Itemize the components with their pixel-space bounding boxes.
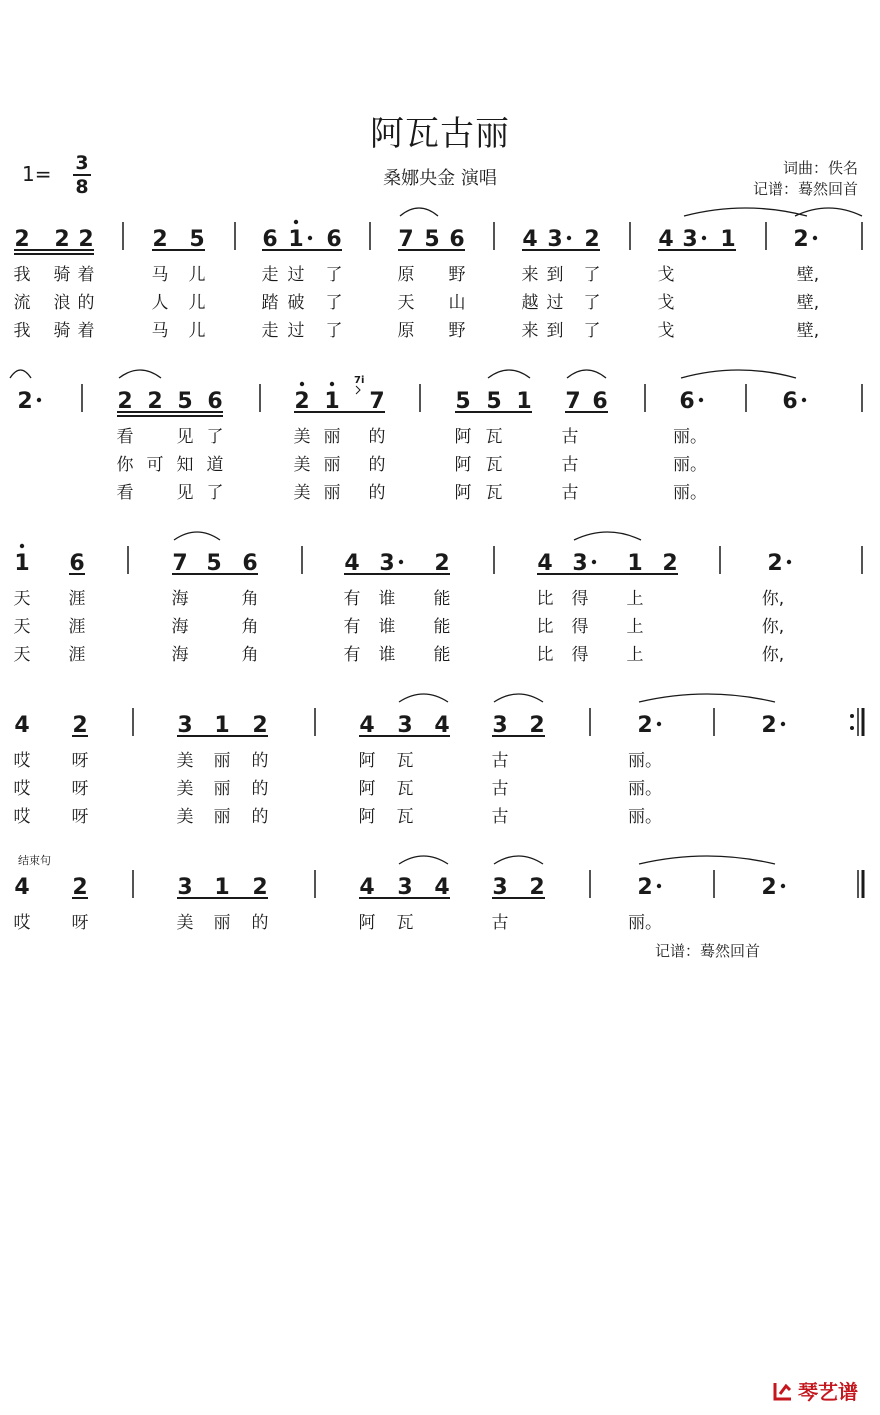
augmentation-dot	[399, 560, 403, 564]
lyric-2-2-3: 角	[241, 645, 259, 665]
note-1-3: 5	[177, 389, 193, 414]
note-1-11: 7	[565, 389, 581, 414]
lyric-0-2-2: 着	[77, 321, 95, 341]
lyric-0-1-11: 过	[546, 293, 564, 313]
lyric-1-0-0: 看	[116, 427, 134, 447]
lyric-0-1-7: 了	[325, 293, 343, 313]
note-0-1: 2	[54, 227, 70, 252]
lyric-2-1-0: 天	[13, 617, 31, 637]
note-3-11: 2	[761, 713, 777, 738]
lyric-0-1-3: 人	[151, 293, 169, 313]
repeat-dot	[850, 714, 854, 718]
note-1-8: 5	[455, 389, 471, 414]
site-logo	[772, 1376, 858, 1405]
lyric-0-1-10: 越	[521, 293, 539, 313]
slur	[399, 856, 448, 864]
lyric-1-1-4: 美	[293, 455, 311, 475]
lyric-1-2-6: 阿	[454, 483, 472, 503]
note-1-7: 7	[369, 389, 385, 414]
lyric-3-1-6: 瓦	[396, 779, 414, 799]
lyric-1-1-10: 丽。	[673, 455, 707, 475]
lyric-4-0-2: 美	[176, 913, 194, 933]
lyric-0-0-10: 来	[521, 265, 539, 285]
note-2-9: 3	[572, 551, 588, 576]
lyric-3-1-2: 美	[176, 779, 194, 799]
lyric-1-0-8: 古	[561, 427, 579, 447]
lyric-1-1-8: 瓦	[485, 455, 503, 475]
lyric-3-1-4: 的	[251, 779, 269, 799]
slur	[399, 694, 448, 702]
lyric-3-0-4: 的	[251, 751, 269, 771]
lyric-0-1-1: 浪	[53, 293, 71, 313]
song-title: 阿瓦古丽	[370, 114, 510, 154]
slur	[10, 370, 31, 378]
lyric-0-0-9: 野	[448, 265, 466, 285]
lyric-0-0-6: 过	[287, 265, 305, 285]
augmentation-dot	[787, 560, 791, 564]
repeat-dot	[850, 726, 854, 730]
lyric-0-2-1: 骑	[53, 321, 71, 341]
lyric-3-1-5: 阿	[358, 779, 376, 799]
lyric-4-0-0: 哎	[13, 913, 31, 933]
lyric-0-2-5: 走	[261, 321, 279, 341]
lyric-0-2-13: 戈	[657, 321, 675, 341]
note-0-14: 4	[658, 227, 674, 252]
lyric-4-0-6: 瓦	[396, 913, 414, 933]
slur	[795, 208, 862, 216]
octave-dot-high	[300, 382, 304, 386]
note-0-4: 5	[189, 227, 205, 252]
lyric-0-0-3: 马	[151, 265, 169, 285]
lyric-3-2-0: 哎	[13, 807, 31, 827]
lyric-0-2-7: 了	[325, 321, 343, 341]
lyric-0-2-8: 原	[397, 321, 415, 341]
lyric-3-1-3: 丽	[213, 779, 231, 799]
lyric-1-0-2: 了	[206, 427, 224, 447]
lyric-2-1-4: 有	[343, 617, 361, 637]
augmentation-dot	[592, 560, 596, 564]
lyric-1-0-7: 瓦	[485, 427, 503, 447]
lyric-0-2-4: 儿	[188, 321, 206, 341]
augmentation-dot	[37, 398, 41, 402]
note-3-0: 4	[14, 713, 30, 738]
lyric-1-1-6: 的	[368, 455, 386, 475]
note-1-0: 2	[17, 389, 33, 414]
note-4-1: 2	[72, 875, 88, 900]
slur	[567, 370, 606, 378]
lyric-0-0-1: 骑	[53, 265, 71, 285]
lyric-3-0-6: 瓦	[396, 751, 414, 771]
lyric-3-0-8: 丽。	[628, 751, 662, 771]
note-2-12: 2	[767, 551, 783, 576]
note-2-6: 3	[379, 551, 395, 576]
slur	[400, 208, 438, 216]
lyric-1-2-8: 古	[561, 483, 579, 503]
note-4-3: 1	[214, 875, 230, 900]
slur	[681, 370, 796, 378]
lyric-1-2-3: 美	[293, 483, 311, 503]
lyric-0-2-12: 了	[583, 321, 601, 341]
lyric-0-1-2: 的	[77, 293, 95, 313]
slur	[494, 694, 543, 702]
augmentation-dot	[802, 398, 806, 402]
lyric-2-2-1: 涯	[68, 645, 86, 665]
lyric-1-0-6: 阿	[454, 427, 472, 447]
note-4-8: 3	[492, 875, 508, 900]
lyric-1-1-1: 可	[146, 455, 164, 475]
lyric-2-0-6: 能	[433, 589, 451, 609]
lyric-1-1-5: 丽	[323, 455, 341, 475]
lyric-1-0-1: 见	[176, 427, 194, 447]
lyric-4-0-8: 丽。	[628, 913, 662, 933]
note-3-4: 2	[252, 713, 268, 738]
time-signature-bottom: 8	[75, 176, 89, 198]
note-3-3: 1	[214, 713, 230, 738]
lyric-3-1-1: 呀	[71, 779, 89, 799]
lyric-0-0-12: 了	[583, 265, 601, 285]
slur	[574, 532, 641, 540]
lyric-1-2-2: 了	[206, 483, 224, 503]
ending-label: 结束句	[18, 854, 51, 867]
augmentation-dot	[657, 722, 661, 726]
lyric-2-2-9: 上	[626, 645, 644, 665]
note-1-10: 1	[516, 389, 532, 414]
lyric-0-2-0: 我	[13, 321, 31, 341]
note-0-15: 3	[682, 227, 698, 252]
slur	[684, 208, 807, 216]
lyric-2-2-10: 你,	[761, 645, 785, 665]
note-2-8: 4	[537, 551, 553, 576]
lyric-0-0-0: 我	[13, 265, 31, 285]
lyric-0-0-14: 壁,	[796, 265, 820, 285]
lyric-3-0-3: 丽	[213, 751, 231, 771]
note-0-8: 7	[398, 227, 414, 252]
note-1-14: 6	[782, 389, 798, 414]
note-0-5: 6	[262, 227, 278, 252]
slur	[119, 370, 161, 378]
lyric-2-2-4: 有	[343, 645, 361, 665]
note-1-5: 2	[294, 389, 310, 414]
lyrics-layer	[14, 265, 820, 933]
lyric-3-1-8: 丽。	[628, 779, 662, 799]
note-0-3: 2	[152, 227, 168, 252]
note-1-13: 6	[679, 389, 695, 414]
augmentation-dot	[702, 236, 706, 240]
lyric-0-0-4: 儿	[188, 265, 206, 285]
lyric-1-0-3: 美	[293, 427, 311, 447]
lyric-2-1-9: 上	[626, 617, 644, 637]
lyric-3-1-0: 哎	[13, 779, 31, 799]
lyric-0-2-10: 来	[521, 321, 539, 341]
lyric-1-1-3: 道	[206, 455, 224, 475]
note-1-4: 6	[207, 389, 223, 414]
lyric-2-2-7: 比	[536, 645, 554, 665]
augmentation-dot	[308, 236, 312, 240]
lyric-2-0-10: 你,	[761, 589, 785, 609]
lyric-0-0-13: 戈	[657, 265, 675, 285]
lyric-3-2-2: 美	[176, 807, 194, 827]
lyric-2-1-3: 角	[241, 617, 259, 637]
note-4-4: 2	[252, 875, 268, 900]
octave-dot-high	[20, 544, 24, 548]
lyric-0-1-12: 了	[583, 293, 601, 313]
lyric-1-1-2: 知	[176, 455, 194, 475]
lyric-3-2-4: 的	[251, 807, 269, 827]
note-0-11: 4	[522, 227, 538, 252]
note-2-10: 1	[627, 551, 643, 576]
lyric-2-0-4: 有	[343, 589, 361, 609]
note-2-0: 1	[14, 551, 30, 576]
note-4-5: 4	[359, 875, 375, 900]
lyric-1-2-7: 瓦	[485, 483, 503, 503]
note-0-9: 5	[424, 227, 440, 252]
lyric-2-2-8: 得	[571, 645, 589, 665]
lyric-1-1-0: 你	[116, 455, 134, 475]
lyric-4-0-3: 丽	[213, 913, 231, 933]
lyric-0-0-11: 到	[546, 265, 564, 285]
slur	[174, 532, 220, 540]
lyric-0-2-11: 到	[546, 321, 564, 341]
lyric-3-2-8: 丽。	[628, 807, 662, 827]
note-3-5: 4	[359, 713, 375, 738]
slur	[639, 694, 775, 702]
note-0-2: 2	[78, 227, 94, 252]
note-2-2: 7	[172, 551, 188, 576]
note-3-2: 3	[177, 713, 193, 738]
lyric-0-1-4: 儿	[188, 293, 206, 313]
note-3-8: 3	[492, 713, 508, 738]
lyric-1-1-7: 阿	[454, 455, 472, 475]
lyric-1-0-5: 的	[368, 427, 386, 447]
lyric-0-1-0: 流	[13, 293, 31, 313]
note-0-13: 2	[584, 227, 600, 252]
note-0-6: 1	[288, 227, 304, 252]
lyric-2-0-9: 上	[626, 589, 644, 609]
lyric-3-0-5: 阿	[358, 751, 376, 771]
lyric-2-1-6: 能	[433, 617, 451, 637]
note-2-3: 5	[206, 551, 222, 576]
grace-hook	[356, 386, 360, 394]
lyric-0-1-8: 天	[397, 293, 415, 313]
lyric-4-0-7: 古	[491, 913, 509, 933]
augmentation-dot	[567, 236, 571, 240]
lyric-0-2-6: 过	[287, 321, 305, 341]
note-3-10: 2	[637, 713, 653, 738]
note-1-1: 2	[117, 389, 133, 414]
lyric-2-1-8: 得	[571, 617, 589, 637]
lyric-0-0-7: 了	[325, 265, 343, 285]
lyric-3-2-7: 古	[491, 807, 509, 827]
lyric-2-1-7: 比	[536, 617, 554, 637]
lyric-0-0-8: 原	[397, 265, 415, 285]
note-0-7: 6	[326, 227, 342, 252]
lyric-2-2-2: 海	[171, 645, 189, 665]
note-4-2: 3	[177, 875, 193, 900]
augmentation-dot	[813, 236, 817, 240]
footer-note: 记谱：蓦然回首	[655, 942, 761, 960]
credits-notation: 记谱：蓦然回首	[752, 180, 858, 198]
slur	[494, 856, 543, 864]
lyric-0-2-14: 壁,	[796, 321, 820, 341]
note-4-10: 2	[637, 875, 653, 900]
note-1-12: 6	[592, 389, 608, 414]
lyric-0-1-5: 踏	[261, 293, 279, 313]
slur	[639, 856, 775, 864]
note-1-2: 2	[147, 389, 163, 414]
note-3-6: 3	[397, 713, 413, 738]
note-2-1: 6	[69, 551, 85, 576]
augmentation-dot	[781, 884, 785, 888]
augmentation-dot	[657, 884, 661, 888]
augmentation-dot	[781, 722, 785, 726]
lyric-0-2-3: 马	[151, 321, 169, 341]
lyric-2-1-2: 海	[171, 617, 189, 637]
note-3-1: 2	[72, 713, 88, 738]
note-0-12: 3	[547, 227, 563, 252]
lyric-2-0-7: 比	[536, 589, 554, 609]
lyric-0-2-9: 野	[448, 321, 466, 341]
note-1-6: 1	[324, 389, 340, 414]
note-2-5: 4	[344, 551, 360, 576]
logo-icon	[772, 1380, 794, 1402]
lyric-2-1-5: 谁	[378, 617, 396, 637]
lyric-2-0-3: 角	[241, 589, 259, 609]
performer: 桑娜央金 演唱	[383, 168, 497, 189]
augmentation-dot	[699, 398, 703, 402]
credits-lyrics: 词曲：佚名	[782, 159, 858, 177]
lyric-2-1-10: 你,	[761, 617, 785, 637]
lyric-4-0-1: 呀	[71, 913, 89, 933]
octave-dot-high	[330, 382, 334, 386]
key-signature: 1=	[22, 162, 52, 186]
lyric-1-0-4: 丽	[323, 427, 341, 447]
note-4-6: 3	[397, 875, 413, 900]
lyric-2-0-0: 天	[13, 589, 31, 609]
lyric-4-0-5: 阿	[358, 913, 376, 933]
note-2-11: 2	[662, 551, 678, 576]
note-0-17: 2	[793, 227, 809, 252]
lyric-0-1-13: 戈	[657, 293, 675, 313]
note-4-7: 4	[434, 875, 450, 900]
lyric-0-1-9: 山	[448, 293, 466, 313]
lyric-4-0-4: 的	[251, 913, 269, 933]
note-0-16: 1	[720, 227, 736, 252]
note-4-11: 2	[761, 875, 777, 900]
lyric-3-0-0: 哎	[13, 751, 31, 771]
lyric-0-1-6: 破	[287, 293, 305, 313]
note-1-9: 5	[486, 389, 502, 414]
lyric-3-1-7: 古	[491, 779, 509, 799]
lyric-1-2-0: 看	[116, 483, 134, 503]
logo-text: 琴艺谱	[798, 1380, 858, 1404]
lyric-1-1-9: 古	[561, 455, 579, 475]
note-3-7: 4	[434, 713, 450, 738]
lyric-2-0-2: 海	[171, 589, 189, 609]
note-2-4: 6	[242, 551, 258, 576]
lyric-3-0-7: 古	[491, 751, 509, 771]
lyric-3-0-2: 美	[176, 751, 194, 771]
lyric-2-1-1: 涯	[68, 617, 86, 637]
time-signature-top: 3	[75, 152, 89, 174]
lyric-2-2-6: 能	[433, 645, 451, 665]
note-4-9: 2	[529, 875, 545, 900]
note-3-9: 2	[529, 713, 545, 738]
lyric-3-2-3: 丽	[213, 807, 231, 827]
slur	[488, 370, 530, 378]
lyric-1-2-5: 的	[368, 483, 386, 503]
note-4-0: 4	[14, 875, 30, 900]
lyric-3-2-5: 阿	[358, 807, 376, 827]
lyric-0-0-5: 走	[261, 265, 279, 285]
note-0-10: 6	[449, 227, 465, 252]
lyric-3-0-1: 呀	[71, 751, 89, 771]
lyric-2-2-5: 谁	[378, 645, 396, 665]
lyric-3-2-6: 瓦	[396, 807, 414, 827]
lyric-1-2-9: 丽。	[673, 483, 707, 503]
lyric-0-1-14: 壁,	[796, 293, 820, 313]
note-2-7: 2	[434, 551, 450, 576]
lyric-2-0-5: 谁	[378, 589, 396, 609]
lyric-1-2-4: 丽	[323, 483, 341, 503]
lyric-1-0-9: 丽。	[673, 427, 707, 447]
lyric-0-0-2: 着	[77, 265, 95, 285]
lyric-3-2-1: 呀	[71, 807, 89, 827]
lyric-1-2-1: 见	[176, 483, 194, 503]
note-0-0: 2	[14, 227, 30, 252]
octave-dot-high	[294, 220, 298, 224]
lyric-2-2-0: 天	[13, 645, 31, 665]
lyric-2-0-8: 得	[571, 589, 589, 609]
lyric-2-0-1: 涯	[68, 589, 86, 609]
grace-note: 7i	[354, 375, 365, 386]
